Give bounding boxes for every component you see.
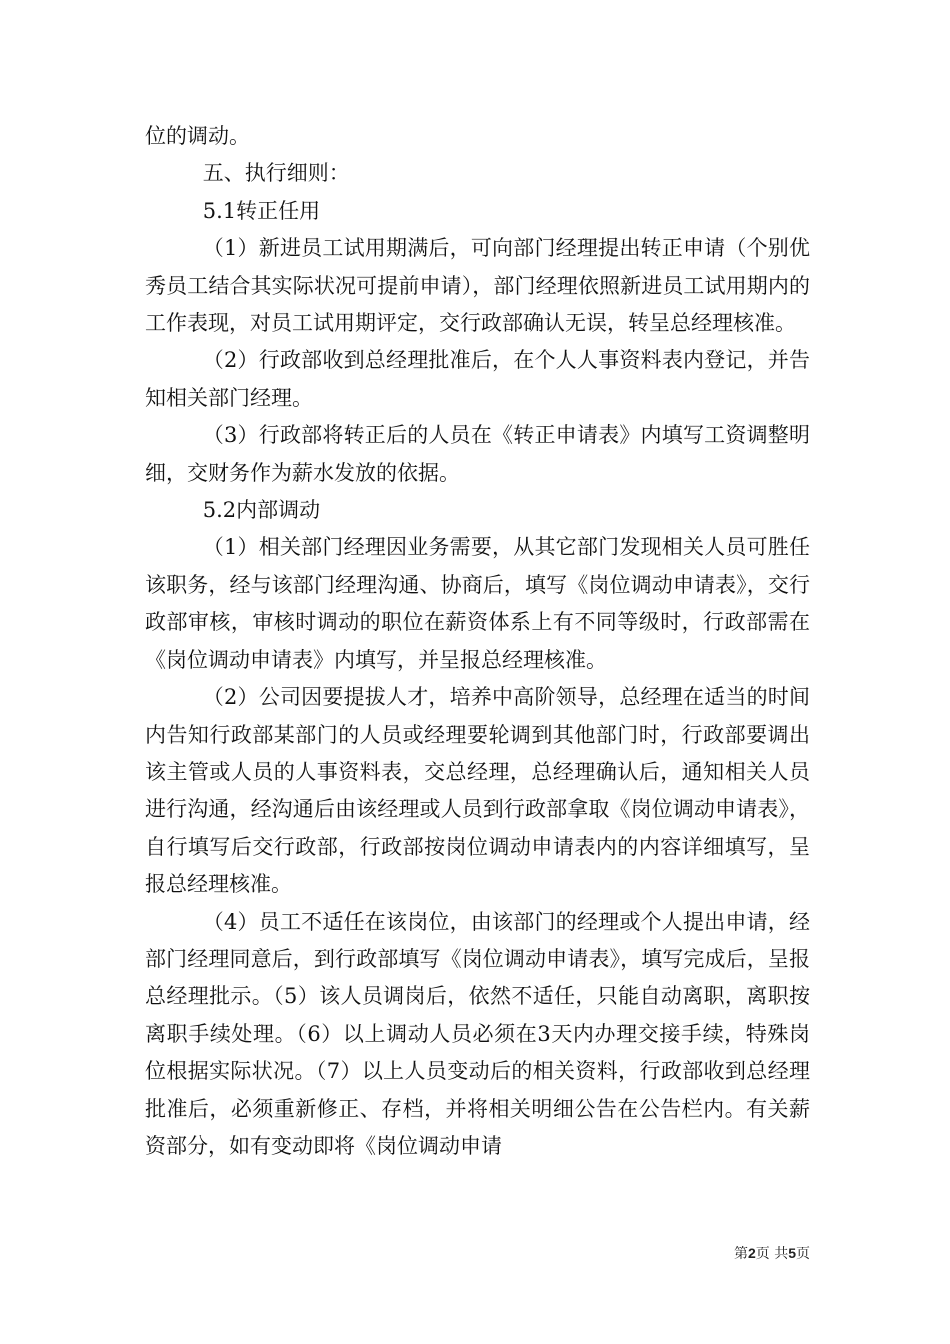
paragraph-regularization-2: （2）行政部收到总经理批准后，在个人人事资料表内登记，并告知相关部门经理。 <box>145 348 810 410</box>
footer-middle: 页 共 <box>755 1246 789 1262</box>
section-heading-execution-rules: 五、执行细则： <box>202 161 350 186</box>
paragraph-regularization-3: （3）行政部将转正后的人员在《转正申请表》内填写工资调整明细，交财务作为薪水发放的依据。 <box>145 423 810 485</box>
footer-current-page: 2 <box>747 1245 756 1261</box>
paragraph-regularization-1: （1）新进员工试用期满后，可向部门经理提出转正申请（个别优秀员工结合其实际状况可提前申请），部门经理依照新进员工试用期内的工作表现，对员工试用期评定，交行政部确认无误，转呈总经理核准。 <box>145 236 810 336</box>
document-body <box>145 118 810 1165</box>
page-footer <box>734 1244 810 1263</box>
footer-total-pages: 5 <box>788 1245 796 1261</box>
subsection-heading-regularization: 5.1转正任用 <box>202 198 321 223</box>
subsection-heading-internal-transfer: 5.2内部调动 <box>202 498 321 523</box>
footer-suffix: 页 <box>796 1246 810 1262</box>
paragraph-transfer-4-7: （4）员工不适任在该岗位，由该部门的经理或个人提出申请，经部门经理同意后，到行政部填写《岗位调动申请表》，填写完成后，呈报总经理批示。（5）该人员调岗后，依然不适任，只能自动离职，离职按离职手续处理。（6）以上调动人员必须在3天内办理交接手续，特殊岗位根据实际状况。（7）以上人员变动后的相关资料，行政部收到总经理批准后，必须重新修正、存档，并将相关明细公告在公告栏内。有关薪资部分，如有变动即将《岗位调动申请 <box>145 909 810 1158</box>
paragraph-transfer-1: （1）相关部门经理因业务需要，从其它部门发现相关人员可胜任该职务，经与该部门经理沟通、协商后，填写《岗位调动申请表》，交行政部审核，审核时调动的职位在薪资体系上有不同等级时，行政部需在《岗位调动申请表》内填写，并呈报总经理核准。 <box>145 535 810 672</box>
paragraph-transfer-2: （2）公司因要提拔人才，培养中高阶领导，总经理在适当的时间内告知行政部某部门的人员或经理要轮调到其他部门时，行政部要调出该主管或人员的人事资料表，交总经理，总经理确认后，通知相关人员进行沟通，经沟通后由该经理或人员到行政部拿取《岗位调动申请表》，自行填写后交行政部，行政部按岗位调动申请表内的内容详细填写，呈报总经理核准。 <box>145 685 810 897</box>
footer-prefix: 第 <box>733 1246 748 1262</box>
paragraph-continuation: 位的调动。 <box>145 124 250 148</box>
